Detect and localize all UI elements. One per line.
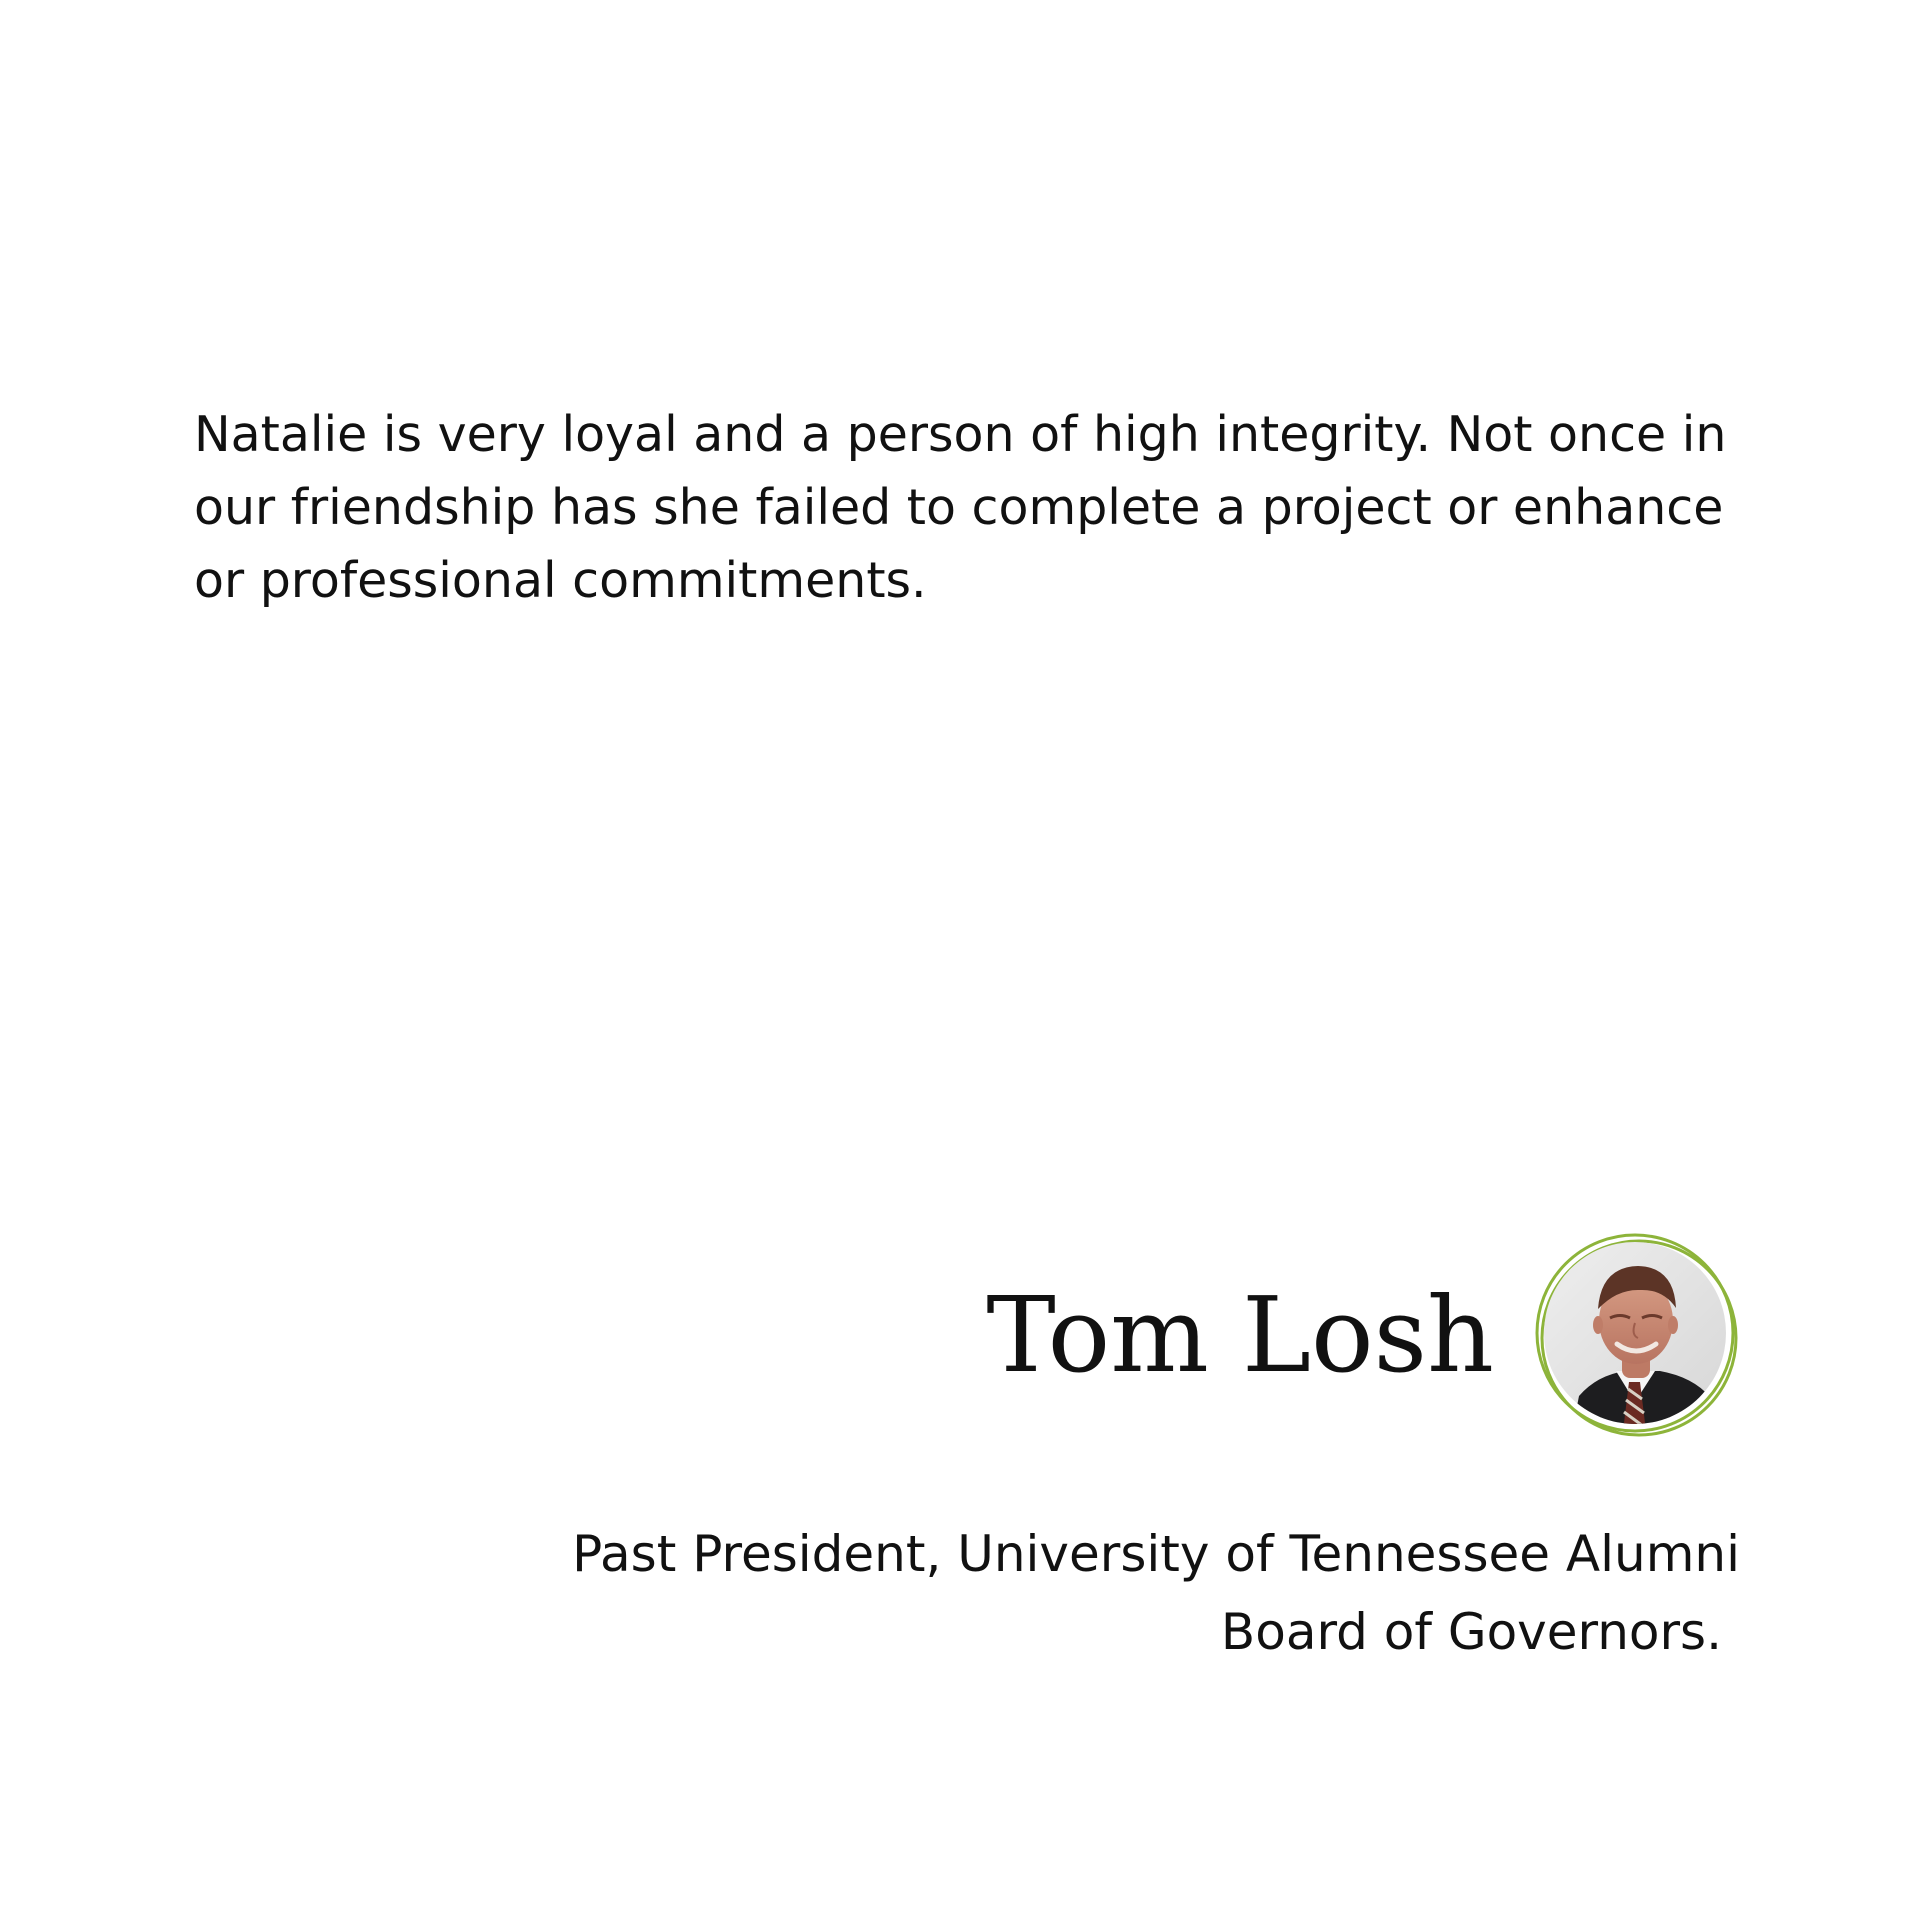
author-title-line-2: Board of Governors. bbox=[1220, 1603, 1722, 1661]
author-title bbox=[540, 1515, 1740, 1671]
author-title-line-1: Past President, University of Tennessee Alumni bbox=[572, 1525, 1740, 1583]
testimonial-quote: Natalie is very loyal and a person of high integrity. Not once in our friendship has she failed to complete a project or enhance or professional commitments. bbox=[194, 406, 1727, 609]
avatar bbox=[1534, 1232, 1740, 1438]
person-portrait-icon bbox=[1534, 1232, 1740, 1438]
author-row bbox=[986, 1232, 1740, 1438]
author-name: Tom Losh bbox=[986, 1274, 1494, 1396]
